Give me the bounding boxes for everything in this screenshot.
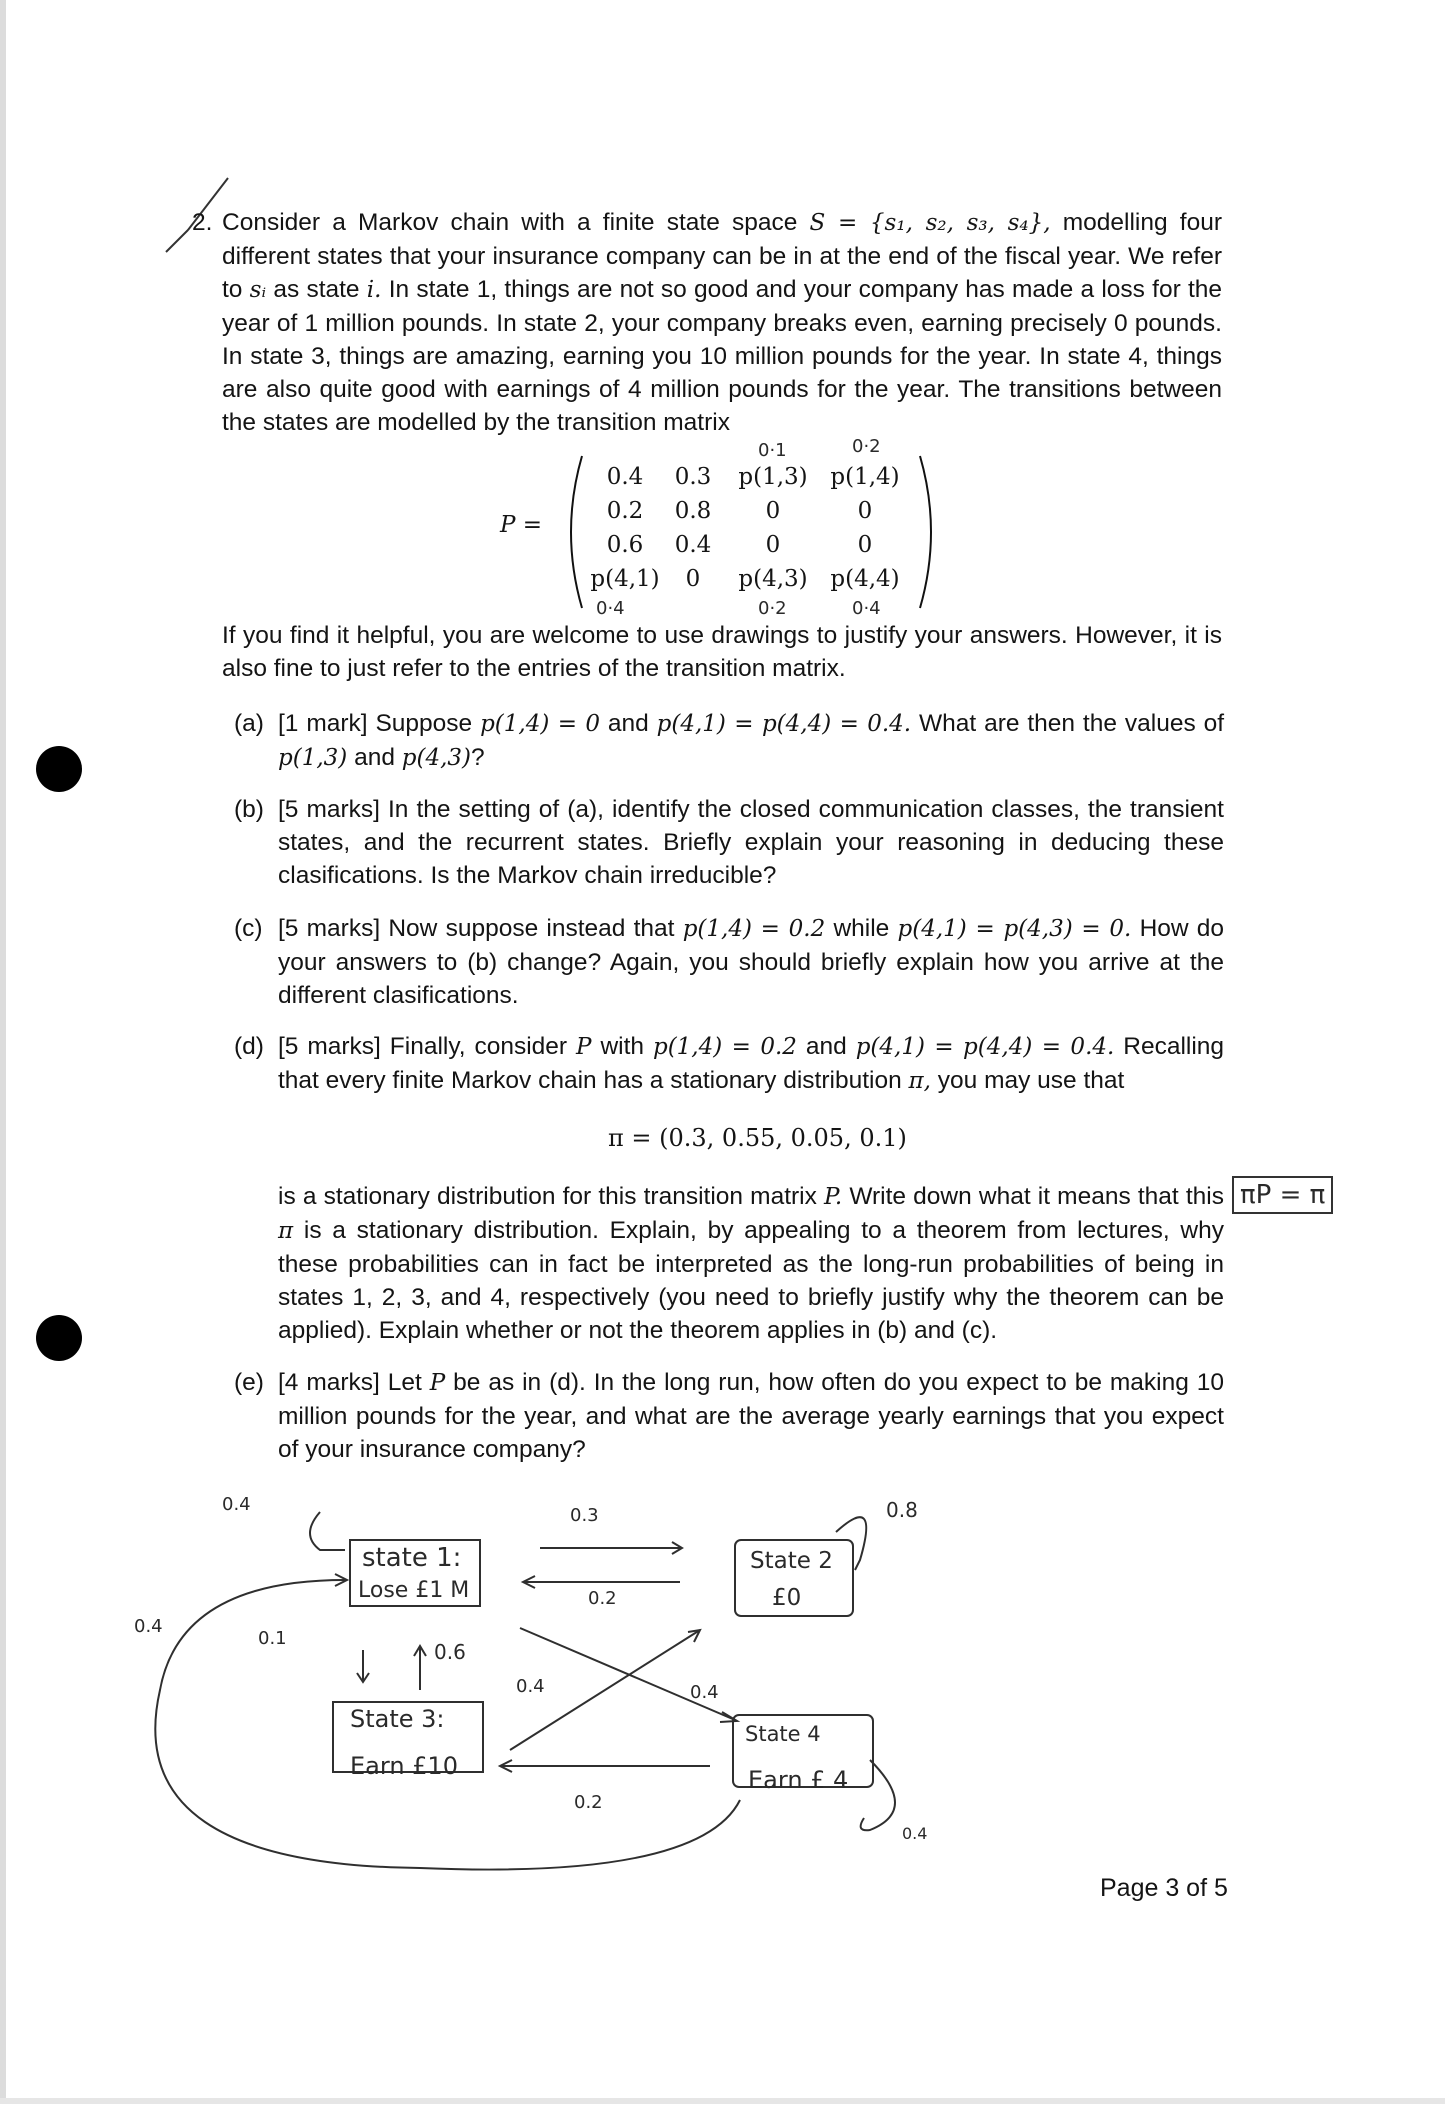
matrix-annotation: 0·2 bbox=[758, 598, 787, 619]
part-d bbox=[234, 1030, 1225, 1098]
part-text: and bbox=[354, 744, 395, 771]
arrow-s3-s1 bbox=[414, 1646, 426, 1690]
state3-title: State 3: bbox=[350, 1705, 445, 1733]
matrix-annotation: 0·2 bbox=[852, 436, 881, 457]
part-text: [5 marks] In the setting of (a), identify the closed communication classes, the transient states, and the recurrent states. Briefly explain your reasoning in deducing these clasifications. Is the Markov chain irreducible? bbox=[278, 796, 1224, 889]
state4-self-loop bbox=[861, 1760, 895, 1830]
matrix-annotation: 0·4 bbox=[596, 598, 625, 619]
part-math: p(1,3) bbox=[278, 745, 348, 771]
state4-value: Earn £ 4 bbox=[748, 1766, 849, 1794]
matrix-label: P = bbox=[500, 512, 543, 538]
part-text: [4 marks] Let bbox=[278, 1369, 422, 1396]
margin-note: πP = π bbox=[1232, 1176, 1333, 1214]
matrix-cell: 0.6 bbox=[606, 532, 644, 558]
part-e bbox=[234, 1366, 1225, 1466]
matrix-cell: p(4,1) bbox=[590, 566, 660, 592]
matrix-annotation: 0·4 bbox=[852, 598, 881, 619]
question-number: 2. bbox=[192, 209, 213, 236]
matrix-cell: 0.2 bbox=[606, 498, 644, 524]
part-math: p(4,3) bbox=[401, 745, 472, 771]
transition-matrix bbox=[500, 452, 940, 612]
part-text: How do your answers to (b) change? Again, you should briefly explain how you arrive at the different clasifications. bbox=[278, 915, 1225, 1009]
matrix-cell: p(1,3) bbox=[738, 464, 808, 490]
edge-label: 0.4 bbox=[902, 1824, 928, 1843]
part-math: p(4,1) = p(4,4) = 0.4. bbox=[656, 711, 912, 737]
part-text: is a stationary distribution. Explain, by appealing to a theorem from lectures, why these probabilities can in fact be interpreted as the long-run probabilities of being in states 1, 2, 3, and 4, respectively (you need to briefly justify why the theorem can be applied). Explain whether or not the theorem applies in (b) and (c). bbox=[278, 1217, 1224, 1344]
intro-text-3: as state bbox=[273, 276, 360, 303]
part-a bbox=[234, 707, 1225, 775]
stationary-distribution-display: π = (0.3, 0.55, 0.05, 0.1) bbox=[608, 1124, 907, 1152]
part-math: p(1,4) = 0.2 bbox=[652, 1034, 797, 1060]
matrix-cell: 0 bbox=[685, 566, 701, 592]
part-label: (a) bbox=[234, 710, 264, 737]
matrix-cell: p(1,4) bbox=[830, 464, 900, 490]
part-c bbox=[234, 912, 1225, 1012]
state3-value: Earn £10 bbox=[350, 1752, 458, 1780]
state4-title: State 4 bbox=[745, 1722, 821, 1746]
question-intro bbox=[192, 206, 1223, 439]
part-text: you may use that bbox=[937, 1067, 1125, 1094]
state1-value: Lose £1 M bbox=[358, 1578, 470, 1603]
part-d-continued bbox=[278, 1180, 1224, 1347]
state1-self-loop bbox=[310, 1512, 345, 1550]
helper-text: If you find it helpful, you are welcome to use drawings to justify your answers. However, it is also fine to just refer to the entries of the transition matrix. bbox=[222, 622, 1222, 682]
part-text: with bbox=[600, 1033, 645, 1060]
matrix-cell: 0 bbox=[857, 532, 873, 558]
edge-label: 0.4 bbox=[222, 1494, 251, 1515]
part-text: and bbox=[805, 1033, 847, 1060]
page-footer: Page 3 of 5 bbox=[1100, 1874, 1228, 1902]
matrix-annotation: 0·1 bbox=[758, 440, 787, 461]
part-math: π bbox=[278, 1218, 294, 1244]
edge-label: 0.4 bbox=[690, 1682, 719, 1703]
part-text: [5 marks] Now suppose instead that bbox=[278, 915, 675, 942]
part-text: [5 marks] Finally, consider bbox=[278, 1033, 568, 1060]
matrix-cell: 0.4 bbox=[606, 464, 644, 490]
state-diagram bbox=[0, 1480, 1445, 1880]
matrix-cell: 0 bbox=[765, 498, 781, 524]
part-text: ? bbox=[471, 744, 485, 771]
part-label: (e) bbox=[234, 1369, 264, 1396]
edge-label: 0.4 bbox=[516, 1676, 545, 1697]
edge-label: 0.3 bbox=[570, 1505, 599, 1526]
part-label: (c) bbox=[234, 915, 263, 942]
part-math: P. bbox=[824, 1184, 843, 1210]
arrow-s4-s1 bbox=[155, 1580, 740, 1870]
part-text: Recalling that every finite Markov chain has a stationary distribution bbox=[278, 1033, 1225, 1094]
part-text: and bbox=[607, 710, 649, 737]
matrix-cell: 0 bbox=[765, 532, 781, 558]
matrix-cell: 0.3 bbox=[674, 464, 712, 490]
part-math: P bbox=[429, 1370, 446, 1396]
edge-label: 0.6 bbox=[434, 1640, 466, 1664]
part-math: p(1,4) = 0.2 bbox=[682, 916, 826, 942]
matrix-cell: p(4,4) bbox=[830, 566, 900, 592]
edge-label: 0.2 bbox=[574, 1792, 603, 1813]
state2-self-loop bbox=[836, 1517, 866, 1570]
matrix-cell: p(4,3) bbox=[738, 566, 808, 592]
part-label: (b) bbox=[234, 796, 264, 823]
part-math: p(4,1) = p(4,4) = 0.4. bbox=[855, 1034, 1115, 1060]
si-math: sᵢ bbox=[249, 277, 267, 303]
i-math: i. bbox=[366, 277, 382, 303]
intro-text-1: Consider a Markov chain with a finite state space bbox=[222, 209, 798, 236]
part-text: is a stationary distribution for this transition matrix bbox=[278, 1183, 817, 1210]
part-text: [1 mark] Suppose bbox=[278, 710, 473, 737]
state2-title: State 2 bbox=[750, 1548, 833, 1574]
part-math: P bbox=[576, 1034, 592, 1060]
scan-edge-bottom bbox=[0, 2098, 1445, 2104]
part-label: (d) bbox=[234, 1033, 264, 1060]
state1-title: state 1: bbox=[362, 1543, 462, 1573]
part-text: while bbox=[833, 915, 890, 942]
arrow-s1-s4 bbox=[520, 1628, 735, 1720]
part-b bbox=[234, 793, 1224, 892]
matrix-cell: 0.8 bbox=[674, 498, 712, 524]
punch-hole bbox=[36, 746, 82, 792]
edge-label: 0.1 bbox=[258, 1628, 287, 1649]
edge-label: 0.4 bbox=[134, 1616, 163, 1637]
part-text: What are then the values of bbox=[919, 710, 1225, 737]
punch-hole bbox=[36, 1315, 82, 1361]
part-math: p(1,4) = 0 bbox=[480, 711, 600, 737]
part-text: Write down what it means that this bbox=[849, 1183, 1224, 1210]
matrix-cell: 0.4 bbox=[674, 532, 712, 558]
intro-text-4: In state 1, things are not so good and your company has made a loss for the year of 1 million pounds. In state 2, your company breaks even, earning precisely 0 pounds. In state 3, things are amazing, earning you 10 million pounds for the year. In state 4, things are also quite good with earnings of 4 million pounds for the year. The transitions between the states are modelled by the transition matrix bbox=[222, 276, 1223, 436]
edge-label: 0.2 bbox=[588, 1588, 617, 1609]
state-space-math: S = {s₁, s₂, s₃, s₄}, bbox=[809, 210, 1051, 236]
edge-label: 0.8 bbox=[886, 1498, 918, 1522]
part-math: p(4,1) = p(4,3) = 0. bbox=[897, 916, 1132, 942]
part-text: be as in (d). In the long run, how often do you expect to be making 10 million pounds for the year, and what are the average yearly earnings that you expect of your insurance company? bbox=[278, 1369, 1225, 1463]
matrix-cell: 0 bbox=[857, 498, 873, 524]
state2-value: £0 bbox=[772, 1585, 802, 1611]
part-math: π, bbox=[908, 1068, 931, 1094]
arrow-s1-s3 bbox=[357, 1650, 369, 1682]
intro-text-2: modelling four different states that your insurance company can be in at the end of the fiscal year. We refer to bbox=[222, 209, 1222, 303]
